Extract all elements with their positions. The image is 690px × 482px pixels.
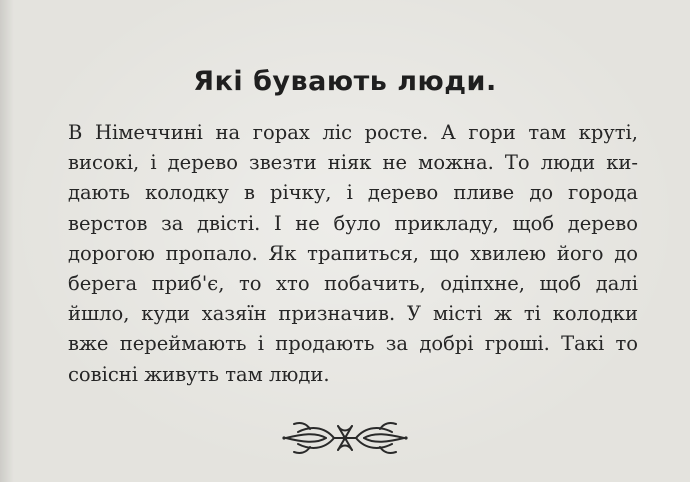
text-line-7: йшло, куди хазяїн призначив. У місті ж ті колодки <box>68 302 638 326</box>
text-line-9: совісні живуть там люди. <box>68 362 330 386</box>
floral-ornament-icon <box>276 418 414 458</box>
text-line-5: дорогою пропало. Як трапиться, що хвилею його до <box>68 241 638 265</box>
text-line-1: В Німеччині на горах ліс росте. А гори там круті, <box>68 121 638 144</box>
text-line-6: берега приб'є, то хто побачить, одіпхне, щоб далі <box>68 272 638 296</box>
text-line-3: дають колодку в річку, і дерево пливе до города <box>68 181 638 205</box>
text-line-8: вже переймають і продають за добрі гроші. Такі то <box>68 332 638 356</box>
text-line-2: високі, і дерево звезти ніяк не можна. То люди ки- <box>68 151 638 175</box>
page-title: Які бувають люди. <box>193 66 497 97</box>
body-text <box>68 118 638 390</box>
text-line-4: верстов за двісті. І не було прикладу, щоб дерево <box>68 211 638 235</box>
